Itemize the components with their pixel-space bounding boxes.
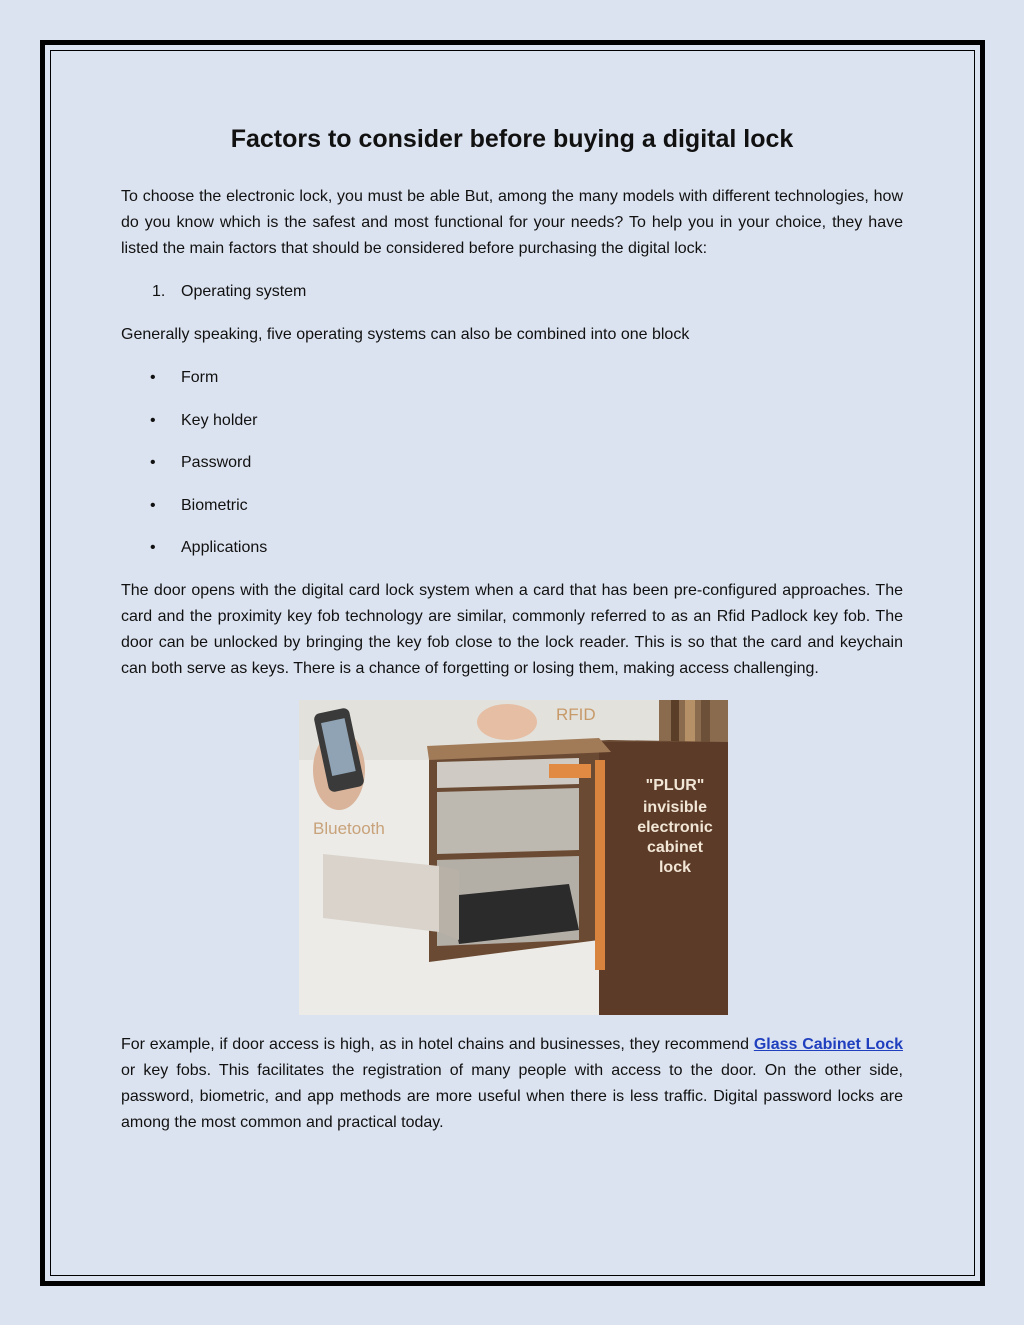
example-text-after: or key fobs. This facilitates the registration of many people with access to the door. On the other side, password, biometric, and app methods are more useful when there is less traffic. Digital password locks are among the most common and practical today. [121,1061,903,1131]
bullet-item [121,365,903,391]
document-title: Factors to consider before buying a digital lock [230,125,794,153]
bullet-text: Biometric [181,496,248,514]
plur-label-line-4: cabinet [646,838,704,856]
bullet-item [121,408,903,434]
glass-cabinet-lock-link[interactable]: Glass Cabinet Lock [753,1035,903,1053]
example-paragraph [121,1032,903,1136]
plur-label-line-1: "PLUR" [645,776,705,794]
bullet-text: Applications [181,539,268,556]
example-text-before: For example, if door access is high, as in hotel chains and businesses, they recommend [121,1035,754,1053]
plur-label-line-5: lock [658,858,692,876]
rfid-label: RFID [556,704,596,724]
bullet-icon: • [150,369,156,386]
bluetooth-label: Bluetooth [313,818,385,838]
bullet-icon: • [150,496,156,514]
bullet-icon: • [150,454,156,471]
list-number: 1. [152,283,166,300]
plur-label-line-3: electronic [637,818,713,836]
numbered-list [121,279,903,305]
bullet-icon: • [150,539,156,556]
bullet-text: Key holder [181,411,258,429]
bullet-list [121,365,903,561]
card-lock-paragraph: The door opens with the digital card lock system when a card that has been pre-configured approaches. The card and the proximity key fob technology are similar, commonly referred to as an Rfid Padlock key fob. The door can be unlocked by bringing the key fob close to the lock reader. This is so that the card and keychain can both serve as keys. There is a chance of forgetting or losing them, making access challenging. [121,581,903,677]
document-body [121,118,903,1136]
bullet-item [121,535,903,561]
bullet-icon: • [150,411,156,429]
numbered-list-item [121,279,903,305]
systems-intro-paragraph: Generally speaking, five operating systems can also be combined into one block [121,326,690,343]
bullet-text: Form [181,369,219,386]
intro-paragraph: To choose the electronic lock, you must be able But, among the many models with different technologies, how do you know which is the safest and most functional for your needs? To help you in your choice, they have listed the main factors that should be considered before purchasing the digital lock: [121,188,903,257]
cabinet-lock-illustration [299,700,728,1015]
bullet-text: Password [181,454,252,471]
cabinet-lock-image [299,700,728,1015]
list-item-text: Operating system [181,283,307,300]
plur-label-line-2: invisible [642,798,708,816]
bullet-item [121,493,903,519]
bullet-item [121,450,903,476]
